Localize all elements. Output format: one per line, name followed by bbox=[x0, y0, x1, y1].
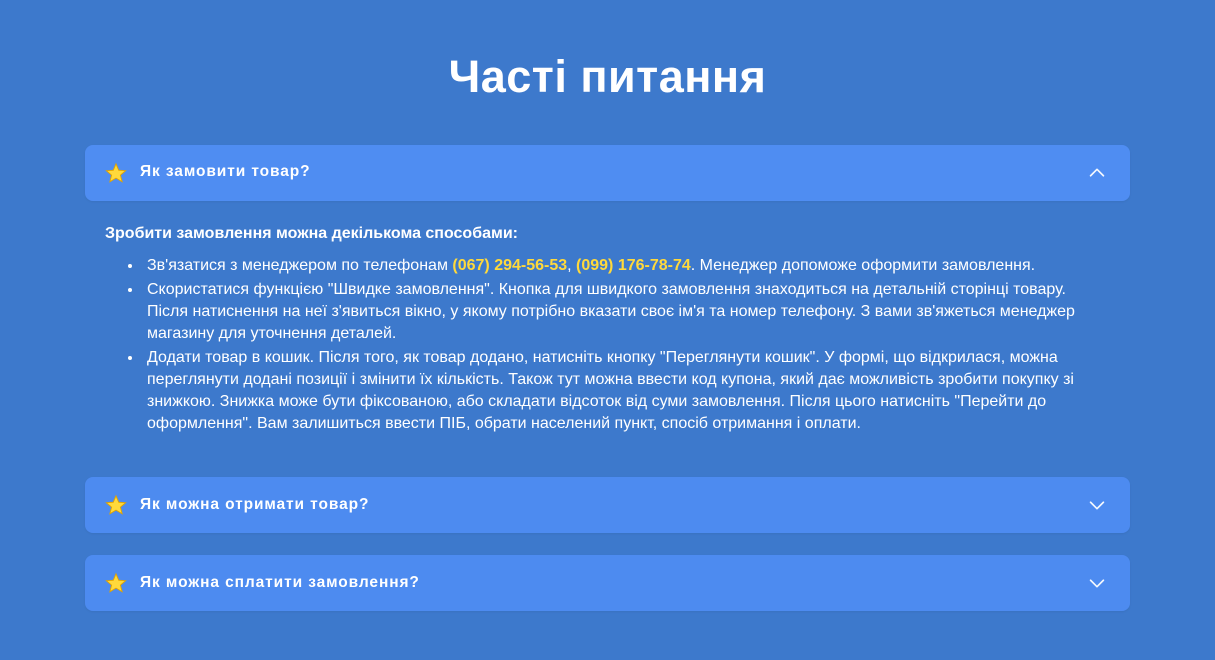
faq-list bbox=[85, 102, 1130, 612]
faq-question-header-3[interactable] bbox=[85, 555, 1130, 611]
faq-question-header-2[interactable] bbox=[85, 477, 1130, 533]
faq-question-header-1[interactable] bbox=[85, 145, 1130, 201]
phone-link-2[interactable]: (099) 176-78-74 bbox=[576, 256, 691, 274]
faq-item bbox=[85, 145, 1130, 446]
faq-answer-list bbox=[105, 255, 1110, 436]
faq-question-label: Як замовити товар? bbox=[140, 163, 311, 181]
faq-answer-intro: Зробити замовлення можна декількома способами: bbox=[105, 224, 518, 242]
answer-text-suffix: . Менеджер допоможе оформити замовлення. bbox=[690, 256, 1036, 274]
star-icon bbox=[105, 162, 127, 184]
list-item bbox=[143, 255, 1110, 277]
faq-answer-body-1 bbox=[85, 201, 1130, 446]
star-icon bbox=[105, 572, 127, 594]
faq-question-label: Як можна сплатити замовлення? bbox=[140, 573, 420, 591]
faq-question-label: Як можна отримати товар? bbox=[140, 495, 370, 513]
chevron-down-icon[interactable] bbox=[1086, 572, 1108, 594]
page-title: Часті питання bbox=[448, 51, 767, 102]
list-item: • Скористатися функцією "Швидке замовлення". Кнопка для швидкого замовлення знаходиться на детальній сторінці товару. Після натиснення на неї з'явиться вікно, у якому потрібно вказати своє ім'я та номер телефону. З вами зв'яжеться менеджер магазину для уточнення деталей. bbox=[143, 279, 1110, 345]
chevron-down-icon[interactable] bbox=[1086, 494, 1108, 516]
faq-item bbox=[85, 555, 1130, 611]
spacer bbox=[85, 533, 1130, 555]
chevron-up-icon[interactable] bbox=[1086, 162, 1108, 184]
faq-item bbox=[85, 477, 1130, 533]
answer-text-prefix: Зв'язатися з менеджером по телефонам bbox=[147, 256, 453, 274]
spacer bbox=[85, 445, 1130, 477]
list-item: • Додати товар в кошик. Після того, як товар додано, натисніть кнопку "Переглянути кошик". У формі, що відкрилася, можна переглянути додані позиції і змінити їх кількість. Також тут можна ввести код купона, який дає можливість зробити покупку зі знижкою. Знижка може бути фіксованою, або складати відсоток від суми замовлення. Після цього натисніть "Перейти до оформлення". Вам залишиться ввести ПІБ, обрати населений пункт, спосіб отримання і оплати. bbox=[143, 347, 1110, 435]
answer-text-sep: , bbox=[567, 256, 577, 274]
phone-link-1[interactable]: (067) 294-56-53 bbox=[452, 256, 568, 274]
star-icon bbox=[105, 494, 127, 516]
